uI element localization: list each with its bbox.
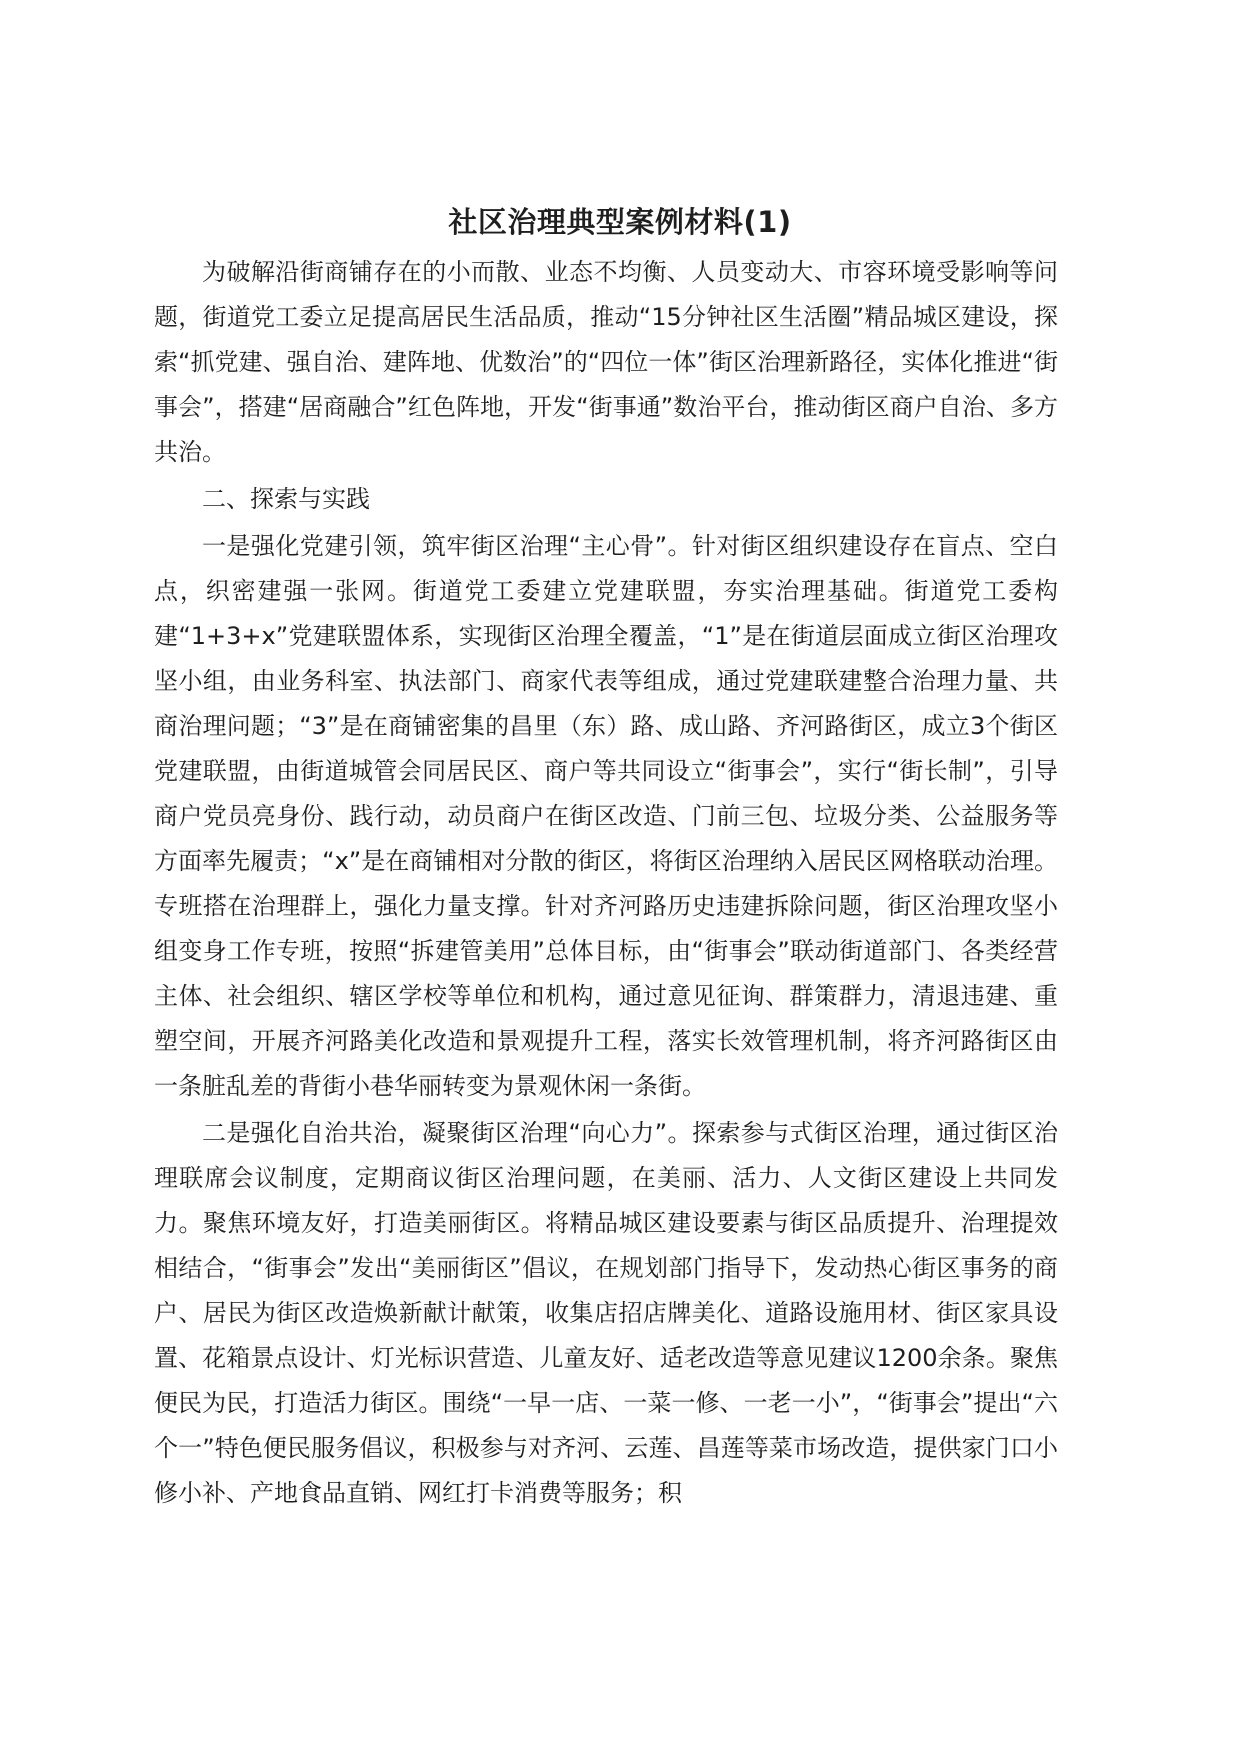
section-heading: 二、探索与实践 <box>202 485 370 513</box>
paragraph-party-building: 一是强化党建引领，筑牢街区治理“主心骨”。针对街区组织建设存在盲点、空白点，织密建强一张网。街道党工委建立党建联盟，夯实治理基础。街道党工委构建“1+3+x”党建联盟体系，实现街区治理全覆盖，“1”是在街道层面成立街区治理攻坚小组，由业务科室、执法部门、商家代表等组成，通过党建联建整合治理力量、共商治理问题；“3”是在商铺密集的昌里（东）路、成山路、齐河路街区，成立3个街区党建联盟，由街道城管会同居民区、商户等共同设立“街事会”，实行“街长制”，引导商户党员亮身份、践行动，动员商户在街区改造、门前三包、垃圾分类、公益服务等方面率先履责；“x”是在商铺相对分散的街区，将街区治理纳入居民区网格联动治理。专班搭在治理群上，强化力量支撑。针对齐河路历史违建拆除问题，街区治理攻坚小组变身工作专班，按照“拆建管美用”总体目标，由“街事会”联动街道部门、各类经营主体、社会组织、辖区学校等单位和机构，通过意见征询、群策群力，清退违建、重塑空间，开展齐河路美化改造和景观提升工程，落实长效管理机制，将齐河路街区由一条脏乱差的背街小巷华丽转变为景观休闲一条街。 <box>154 532 1058 1100</box>
document-body <box>154 250 1058 1518</box>
document-title: 社区治理典型案例材料(1) <box>448 205 792 239</box>
paragraph-intro: 为破解沿街商铺存在的小而散、业态不均衡、人员变动大、市容环境受影响等问题，街道党工委立足提高居民生活品质，推动“15分钟社区生活圈”精品城区建设，探索“抓党建、强自治、建阵地、优数治”的“四位一体”街区治理新路径，实体化推进“街事会”，搭建“居商融合”红色阵地，开发“街事通”数治平台，推动街区商户自治、多方共治。 <box>154 258 1058 466</box>
paragraph-self-governance: 二是强化自治共治，凝聚街区治理“向心力”。探索参与式街区治理，通过街区治理联席会议制度，定期商议街区治理问题，在美丽、活力、人文街区建设上共同发力。聚焦环境友好，打造美丽街区。将精品城区建设要素与街区品质提升、治理提效相结合，“街事会”发出“美丽街区”倡议，在规划部门指导下，发动热心街区事务的商户、居民为街区改造焕新献计献策，收集店招店牌美化、道路设施用材、街区家具设置、花箱景点设计、灯光标识营造、儿童友好、适老改造等意见建议1200余条。聚焦便民为民，打造活力街区。围绕“一早一店、一菜一修、一老一小”，“街事会”提出“六个一”特色便民服务倡议，积极参与对齐河、云莲、昌莲等菜市场改造，提供家门口小修小补、产地食品直销、网红打卡消费等服务；积 <box>154 1119 1058 1507</box>
